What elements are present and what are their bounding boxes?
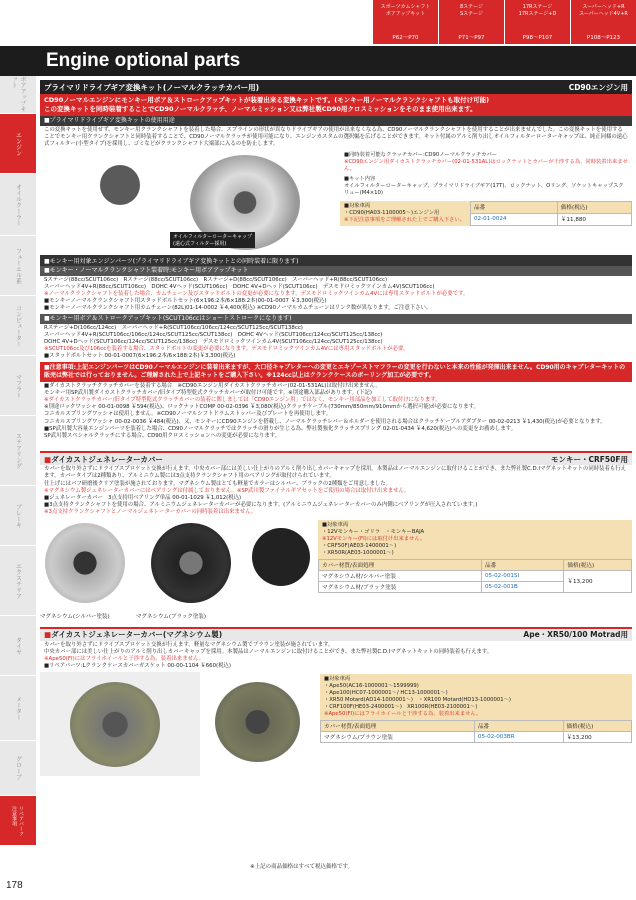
tab-17r[interactable]: 17Rステージ 17Rステージ+D P98～P107 <box>504 0 570 44</box>
tab-boreup[interactable]: スポーツカムシャフト ボアアップキット P62～P70 <box>372 0 438 44</box>
section-title-gen-cover: ■ダイカストジェネレーターカバー モンキー・CRF50F用 <box>40 451 632 465</box>
clutch-notes: ■ダイカストクラッチクラッチカバーを装着する場合 ※CD90エンジン用ダイカストクラッチカバー(02-01-531AL)は取付け出来ません。 モンキー用SP武川製ダイカストクラッチカバー/旧タイプ特型乾式クラッチカバーが取付け可能です。※別途購入部品があります。(下記) ※ダイカストクラッチカバー/旧タイプ特型乾式クラッチカバーの装着に関しましては「CD90エンジン用」ではなく、モンキー用部品を加工して取付けになります。 ※別途ロックワッシャ 00-01-0098 ￥594(税込)、ロックナットCOMP 00-02-0396 ￥3,080(税込)クラッチケーブル(730mm/850mm/910mmから選択可能)が必要になります。 コニカルスプリングワッシャは使用しません。※CD90ノーマルシフトドラムストッパー及びプレートを再使用します。 コニカルスプリングワッシャ 00-02-0036 ￥484(税込)、又、モンキーにCD90エンジンを搭載し、ノーマルクラッチレバー＆ホルダーを使用される場合はクラッチケーブルアダプター 00-02-0213 ￥1,430(税込)が必要となります。 ■SP武川製大容量エンジンパーツを装着した場合、CD90ノーマルクラッチではクラッチの滑りが生じる為、弊社製強化クラッチスプリング 02-01-0434 ￥4,620(税込)への変更をお薦めします。 SP武川製スペシャルクラッチにする場合、CD90用クロスミッションへの変更が必要になります。 <box>44 382 606 440</box>
sidebar-item-brake[interactable]: ブレーキ <box>0 486 36 546</box>
section-highlight: CD90ノーマルエンジンにモンキー用ボア＆ストロークアップキットが装着出来る変換キットです。(モンキー用ノーマルクランクシャフトも取付け可能) この変換キットを同時装着することでCD90ノーマルクラッチ、ノーマルミッション又は弊社製CD90用クロスミッションをそのまま使用出来ます。 <box>40 94 632 116</box>
page-title: Engine optional parts <box>46 50 241 71</box>
section-title-mg-cover: ■ダイカストジェネレーターカバー(マグネシウム製) Ape・XR50/100 Motrad用 <box>40 627 632 641</box>
product-image-engine <box>40 672 200 776</box>
footer-note: ※上記の商品価格はすべて税込価格です。 <box>250 864 354 870</box>
gear-image <box>100 165 140 205</box>
target-vehicles-ape: ■対象車両 ・Ape50(AC16-1000001～1599999) ・Ape100(HC07-1000001～/ HC13-1000001～) ・XR50 Motard(AD14-1000001～) ・XR100 Motard(HD13-1000001～) ・CRF100F(HE03-2400001～) XR100R(HE03-2100001～) ※Ape50(FI)にはフライホイールと干渉する為、装着出来ません。 <box>320 674 632 720</box>
tab-superhead[interactable]: スーパーヘッド+R スーパーヘッド4V+R P108～P123 <box>570 0 636 44</box>
sidebar-item-fuel[interactable]: フューエル系 <box>0 236 36 296</box>
page-number: 178 <box>6 880 23 891</box>
sidebar-item-engine[interactable]: エンジン <box>0 114 36 174</box>
product-image-silver: マグネシウム(シルバー塗装) <box>40 518 136 623</box>
usage-heading: ■プライマリドライブギア変換キットの使用用途 <box>40 116 632 126</box>
product-image-black: マグネシウム(ブラック塗装) <box>136 518 246 623</box>
section-title-primary-drive: プライマリドライブギア変換キット(ノーマルクラッチカバー用) CD90エンジン用 <box>40 80 632 94</box>
image-caption: オイルフィルターローターキャップ (遠心式フィルター採用) <box>170 232 255 248</box>
sidebar-item-meter[interactable]: メーター <box>0 676 36 741</box>
sidebar-item-repair[interactable]: リペアパーツ 注意事項 <box>0 796 36 846</box>
sidebar-item-computer[interactable]: コンピューター <box>0 296 36 356</box>
engine-parts-heading: ■モンキー用対象エンジンパーツ(プライマリドライブギア変換キットとの同時装着に限ります) <box>40 255 632 266</box>
top-tabs <box>372 0 636 44</box>
title-bar <box>0 46 636 76</box>
sidebar-item-boreup[interactable]: ボアアップキット <box>0 76 36 114</box>
product-image-brown <box>200 672 320 776</box>
product-image-primary-kit <box>40 150 340 255</box>
sidebar-item-oilcooler[interactable]: オイルクーラー <box>0 174 36 236</box>
warning-bar: ■注意事項:上記エンジンパーツはCD90ノーマルエンジンに装着出来ますが、大口径キャブレターへの変更とエキゾーストマフラーの変更を行わないと本来の性能が発揮出来ません。CD90用のキャブレターキットの販売は弊社では行っておりません。ご理解された上で上記キットをご購入下さい。※124cc以上はクランクケースのボーリング加工が必要です。 <box>40 362 632 382</box>
tab-8stage[interactable]: 8ステージ Sステージ P71～P97 <box>438 0 504 44</box>
boreup-parts-list: Rステージ+D(106cc/124cc) スーパーヘッド+R(SCUT106cc/106cc/124cc/SCUT125cc/SCUT138cc) スーパーヘッド4V+R(SCUT106cc/106cc/124cc/SCUT125cc/SCUT138cc) DOHC 4Vヘッド(SCUT106cc/124cc/SCUT125cc/138cc) DOHC 4V+Dヘッド(SCUT106cc/124cc/SCUT125cc/138cc) デスモドロミックツインカム4V(SCUT106cc/124cc/SCUT125cc/138cc) ※SCUT106cc及び106ccを装着する場合、スタッドボルトの変更が必要になります。デスモドロミックツインカム4Vには専用スタッドボルトが必要。 ■スタッドボルトセット 00-01-0007(6×196:2本/6×188:2本)￥3,300(税込) <box>44 324 409 360</box>
sidebar-item-muffler[interactable]: マフラー <box>0 356 36 416</box>
usage-description: この変換キットを使用せず、モンキー用クランクシャフトを装着した場合、スプラインの形状が異なりドライブギアの使用が出来なくなる為、CD90ノーマルクランクシャフトを使用することが出来ませんでした。この変換キットを使用することでモンキー用クランクシャフトと同時装着することで、CD90ノーマルクラッチが使用可能になり、エンジンカスタムの選択幅を広げることができます。キット付属のアルミ削り出しオイルフィルターローターキャップは、純正同様の遠心式フィルター(小型タイプ)を採用し、ゴミなどがクランクシャフト大端部に入るのを防止します。 <box>44 127 628 148</box>
kit-info: ■同時装着可能なクラッチカバー:CD90ノーマルクラッチカバー ※CD90エンジン用ダイカストクラッチカバー(02-01-531AL)はロックナットとカバーが干渉する為、同時装着出来ません。 ■キット内容 オイルフィルターローターキャップ、プライマリドライブギア(17T)、ロックナット、Oリング、ソケットキャップスクリュー(M4×10) ■対象車両 ・CD90(HA03-1100005～)エンジン用 ※下記注意事項をご理解された上でご購入下さい。 品番 価格(税込) 02-01-0024 ￥11,880 <box>340 150 632 255</box>
engine-parts-list: Sステージ(88cc/SCUT106cc) Rステージ(88cc/SCUT106cc) Rステージ+D(88cc/SCUT106cc) スーパーヘッド+R(88cc/SCUT106cc) スーパーヘッド4V+R(88cc/SCUT106cc) DOHC 4Vヘッド(SCUT106cc) DOHC 4V+Dヘッド(SCUT106cc) デスモドロミックツインカム4V(SCUT106cc) ※ノーマルクランクシャフトを装着した場合、カムチェーン及びスタッドボルトの変更が必要になります。デスモドロミックツインカム4Vには専用スタッドボルトが必要です。 ■モンキーノーマルクランクシャフト用スタッドボルトセット(6×196:2本/6×188:2本)00-01-0007 ￥3,300(税込) ■モンキーノーマルクランクシャフト用カムチェーン(82L)01-14-0002 ￥4,400(税込) ※CD90ノーマルカムチェーンはリンク数が異なります。ご注意下さい。 <box>44 276 469 312</box>
sidebar-item-tire[interactable]: タイヤ <box>0 616 36 676</box>
sidebar-item-steering[interactable]: ステアリング <box>0 416 36 486</box>
sidebar-item-exterior[interactable]: エクステリア <box>0 546 36 616</box>
price-table-mg-cover: カバー材質/表面処理 品番 価格(税込) マグネシウム/ブラウン塗装 05-02-003BR ￥13,200 <box>320 720 632 743</box>
product-image-parts <box>246 518 318 623</box>
main-content: プライマリドライブギア変換キット(ノーマルクラッチカバー用) CD90エンジン用 CD90ノーマルエンジンにモンキー用ボア＆ストロークアップキットが装着出来る変換キットです。(モンキー用ノーマルクランクシャフトも取付け可能) この変換キットを同時装着することでCD90ノーマルクラッチ、ノーマルミッション又は弊社製CD90用クロスミッションをそのまま使用出来ます。 ■プライマリドライブギア変換キットの使用用途 この変換キットを使用せず、モンキー用クランクシャフトを装着した場合、スプラインの形状が異なりドライブギアの使用が出来なくなる為、CD90ノーマルクランクシャフトを使用することが出来ませんでした。この変換キットを使用することでモンキー用クランクシャフトと同時装着することで、CD90ノーマルクラッチが使用可能になり、エンジンカスタムの選択幅を広げることができます。キット付属のアルミ削り出しオイルフィルターローターキャップは、純正同様の遠心式フィルター(小型タイプ)を採用し、ゴミなどがクランクシャフト大端部に入るのを防止します。 オイルフィルターローターキャップ (遠心式フィルター採用) ■同時装着可能なクラッチカバー:CD90ノーマルクラッチカバー ※CD90エンジン用ダイカストクラッチカバー(02-01-531AL)はロックナットとカバーが干渉する為、同時装着出来ません。 ■キット内容 オイルフィルターローターキャップ、プライマリドライブギア(17T)、ロックナット、Oリング、ソケットキャップスクリュー(M4×10) ■対象車両 ・CD90(HA03-1100005～)エンジン用 ※下記注意事項をご理解された上でご購入下さい。 品番 価格(税込) 02-01-0024 ￥11,880 ■モンキー用対象エンジンパーツ(プライマリドライブギア変換キットとの同時装着に限ります) ■モンキー・ノーマルクランクシャフト装着時:モンキー用ボアアップキット Sステージ(88cc/SCUT106cc) Rステージ(88cc/SCUT106cc) Rステージ+D(88cc/SCUT106cc) スーパーヘッド+R(88cc/SCUT106cc) スーパーヘッド4V+R(88cc/SCUT106cc) DOHC 4Vヘッド(SCUT106cc) DOHC 4V+Dヘッド(SCUT106cc) デスモドロミックツインカム4V(SCUT106cc) ※ノーマルクランクシャフトを装着した場合、カムチェーン及びスタッドボルトの変更が必要になります。デスモドロミックツインカム4Vには専用スタッドボルトが必要です。 ■モンキーノーマルクランクシャフト用スタッドボルトセット(6×196:2本/6×188:2本)00-01-0007 ￥3,300(税込) ■モンキーノーマルクランクシャフト用カムチェーン(82L)01-14-0002 ￥4,400(税込) ※CD90ノーマルカムチェーンはリンク数が異なります。ご注意下さい。 ■モンキー用ボア＆ストロークアップキット(SCUT106ccはショートストロークになります) Rステージ+D(106cc/124cc) スーパーヘッド+R(SCUT106cc/106cc/124cc/SCUT125cc/SCUT138cc) スーパーヘッド4V+R(SCUT106cc/106cc/124cc/SCUT125cc/SCUT138cc) DOHC 4Vヘッド(SCUT106cc/124cc/SCUT125cc/138cc) DOHC 4V+Dヘッド(SCUT106cc/124cc/SCUT125cc/138cc) デスモドロミックツインカム4V(SCUT106cc/124cc/SCUT125cc/138cc) ※SCUT106cc及び106ccを装着する場合、スタッドボルトの変更が必要になります。デスモドロミックツインカム4Vには専用スタッドボルトが必要。 ■スタッドボルトセット 00-01-0007(6×196:2本/6×188:2本)￥3,300(税込) ■注意事項:上記エンジンパーツはCD90ノーマルエンジンに装着出来ますが、大口径キャブレターへの変更とエキゾーストマフラーの変更を行わないと本来の性能が発揮出来ません。CD90用のキャブレターキットの販売は弊社では行っておりません。ご理解された上で上記キットをご購入下さい。※124cc以上はクランクケースのボーリング加工が必要です。 ■ダイカストクラッチクラッチカバーを装着する場合 ※CD90エンジン用ダイカストクラッチカバー(02-01-531AL)は取付け出来ません。 モンキー用SP武川製ダイカストクラッチカバー/旧タイプ特型乾式クラッチカバーが取付け可能です。※別途購入部品があります。(下記) ※ダイカストクラッチカバー/旧タイプ特型乾式クラッチカバーの装着に関しましては「CD90エンジン用」ではなく、モンキー用部品を加工して取付けになります。 ※別途ロックワッシャ 00-01-0098 ￥594(税込)、ロックナットCOMP 00-02-0396 ￥3,080(税込)クラッチケーブル(730mm/850mm/910mmから選択可能)が必要になります。 コニカルスプリングワッシャは使用しません。※CD90ノーマルシフトドラムストッパー及びプレートを再使用します。 コニカルスプリングワッシャ 00-02-0036 ￥484(税込)、又、モンキーにCD90エンジンを搭載し、ノーマルクラッチレバー＆ホルダーを使用される場合はクラッチケーブルアダプター 00-02-0213 ￥1,430(税込)が必要となります。 ■SP武川製大容量エンジンパーツを装着した場合、CD90ノーマルクラッチではクラッチの滑りが生じる為、弊社製強化クラッチスプリング 02-01-0434 ￥4,620(税込)への変更をお薦めします。 SP武川製スペシャルクラッチにする場合、CD90用クロスミッションへの変更が必要になります。 ■ダイカストジェネレーターカバー モンキー・CRF50F用 カバーを取り外さずにドライブスプロケット交換が行えます。中央カバー部には美しい仕上がりのアルミ削り出しカバーキャップを採用。本製品はノーマルエンジンに取付けることができ、また弊社製C.D.Iマグネットキットの同時装着も行えます。カバータイプは2種類あり、アルミニウム製には3点支持クランクシャフト用のベアリングが取付けられています。 仕上げにはバフ研磨後クリア塗装が施されております。マグネシウム製はとても軽量でカラーはシルバー、ブラックの2種類をご用意しました。 ※マグネシウム製ジェネレーターカバーにはベアリングは付属しておりません。※SP武川製ファイナルギアセットをご使用の場合は取付け出来ません。 ■ジェネレーターカバー 3点支持用ベアリング単品 00-01-1029 ￥1,012(税込) ■3点支持クランクシャフトを使用の場合、アルミニウムジェネレーターカバーが必要になります。(アルミニウムジェネレーターカバーのみ内側にベアリングが圧入されています。) ※3点支持クランクシャフトとノーマルジェネレーターカバーの同時装着は出来ません。 マグネシウム(シルバー塗装) マグネシウム(ブラック塗装) ■対象車両 ・12Vモンキー・ゴリラ ・モンキーBAJA ※12Vモンキー(FI)には取付け出来ません。 ・CRF50F(AE03-1400001～) ・XR50R(AE03-1000001～) カバー材質/表面処理 品番 価格(税込) マグネシウム材/シルバー塗装 05-02-001SI ￥13,200 マグネシウム材/ブラック塗装 05-02-001B ■ダイカストジェネレーターカバー(マグネシウム製) Ape・XR50/100 Motrad用 カバーを取り外さずにドライブスプロケット交換が行えます。軽量なマグネシウム製でブラウン塗装が施されています。 中央カバー部には美しい仕上がりのアルミ削り出しカバーキャップを採用。本製品はノーマルエンジンに取付けることができ、また弊社製C.D.Iマグネットキットの同時装着も行えます。 ※Ape50(FI)にはフライホイールと干渉する為、装着出来ません。 ■リペアパーツ:Lクランクケースカバーガスケット 00-00-1104 ￥660(税込) ■対象車両 ・Ape50(AC16-1000001～1599999) ・Ape100(HC07-1000001～/ HC13-1000001～) ・XR50 Motard(AD14-1000001～) ・XR100 Motard(HD13-1000001～) ・CRF100F(HE03-2400001～) XR100R(HE03-2100001～) ※Ape50(FI)にはフライホイールと干渉する為、装着出来ません。 カバー材質/表面処理 品番 価格(税込) マグネシウム/ブラウン塗装 05-02-003BR ￥13,200 <box>40 80 632 776</box>
mg-cover-description: カバーを取り外さずにドライブスプロケット交換が行えます。軽量なマグネシウム製でブラウン塗装が施されています。 中央カバー部には美しい仕上がりのアルミ削り出しカバーキャップを採用。本製品はノーマルエンジンに取付けることができ、また弊社製C.D.Iマグネットキットの同時装着も行えます。 ※Ape50(FI)にはフライホイールと干渉する為、装着出来ません。 ■リペアパーツ:Lクランクケースカバーガスケット 00-00-1104 ￥660(税込) <box>44 641 493 670</box>
sidebar-item-glove[interactable]: グローブ <box>0 741 36 796</box>
price-table-gen-cover: カバー材質/表面処理 品番 価格(税込) マグネシウム材/シルバー塗装 05-02-001SI ￥13,200 マグネシウム材/ブラック塗装 05-02-001B <box>318 559 632 593</box>
price-table-primary: 品番 価格(税込) 02-01-0024 ￥11,880 <box>470 201 632 226</box>
target-vehicles-monkey: ■対象車両 ・12Vモンキー・ゴリラ ・モンキーBAJA ※12Vモンキー(FI)には取付け出来ません。 ・CRF50F(AE03-1400001～) ・XR50R(AE03-1000001～) <box>318 520 632 559</box>
gen-cover-description: カバーを取り外さずにドライブスプロケット交換が行えます。中央カバー部には美しい仕上がりのアルミ削り出しカバーキャップを採用。本製品はノーマルエンジンに取付けることができ、また弊社製C.D.Iマグネットキットの同時装着も行えます。カバータイプは2種類あり、アルミニウム製には3点支持クランクシャフト用のベアリングが取付けられています。 仕上げにはバフ研磨後クリア塗装が施されております。マグネシウム製はとても軽量でカラーはシルバー、ブラックの2種類をご用意しました。 ※マグネシウム製ジェネレーターカバーにはベアリングは付属しておりません。※SP武川製ファイナルギアセットをご使用の場合は取付け出来ません。 ■ジェネレーターカバー 3点支持用ベアリング単品 00-01-1029 ￥1,012(税込) ■3点支持クランクシャフトを使用の場合、アルミニウムジェネレーターカバーが必要になります。(アルミニウムジェネレーターカバーのみ内側にベアリングが圧入されています。) ※3点支持クランクシャフトとノーマルジェネレーターカバーの同時装着は出来ません。 <box>44 466 627 516</box>
sidebar <box>0 76 36 860</box>
